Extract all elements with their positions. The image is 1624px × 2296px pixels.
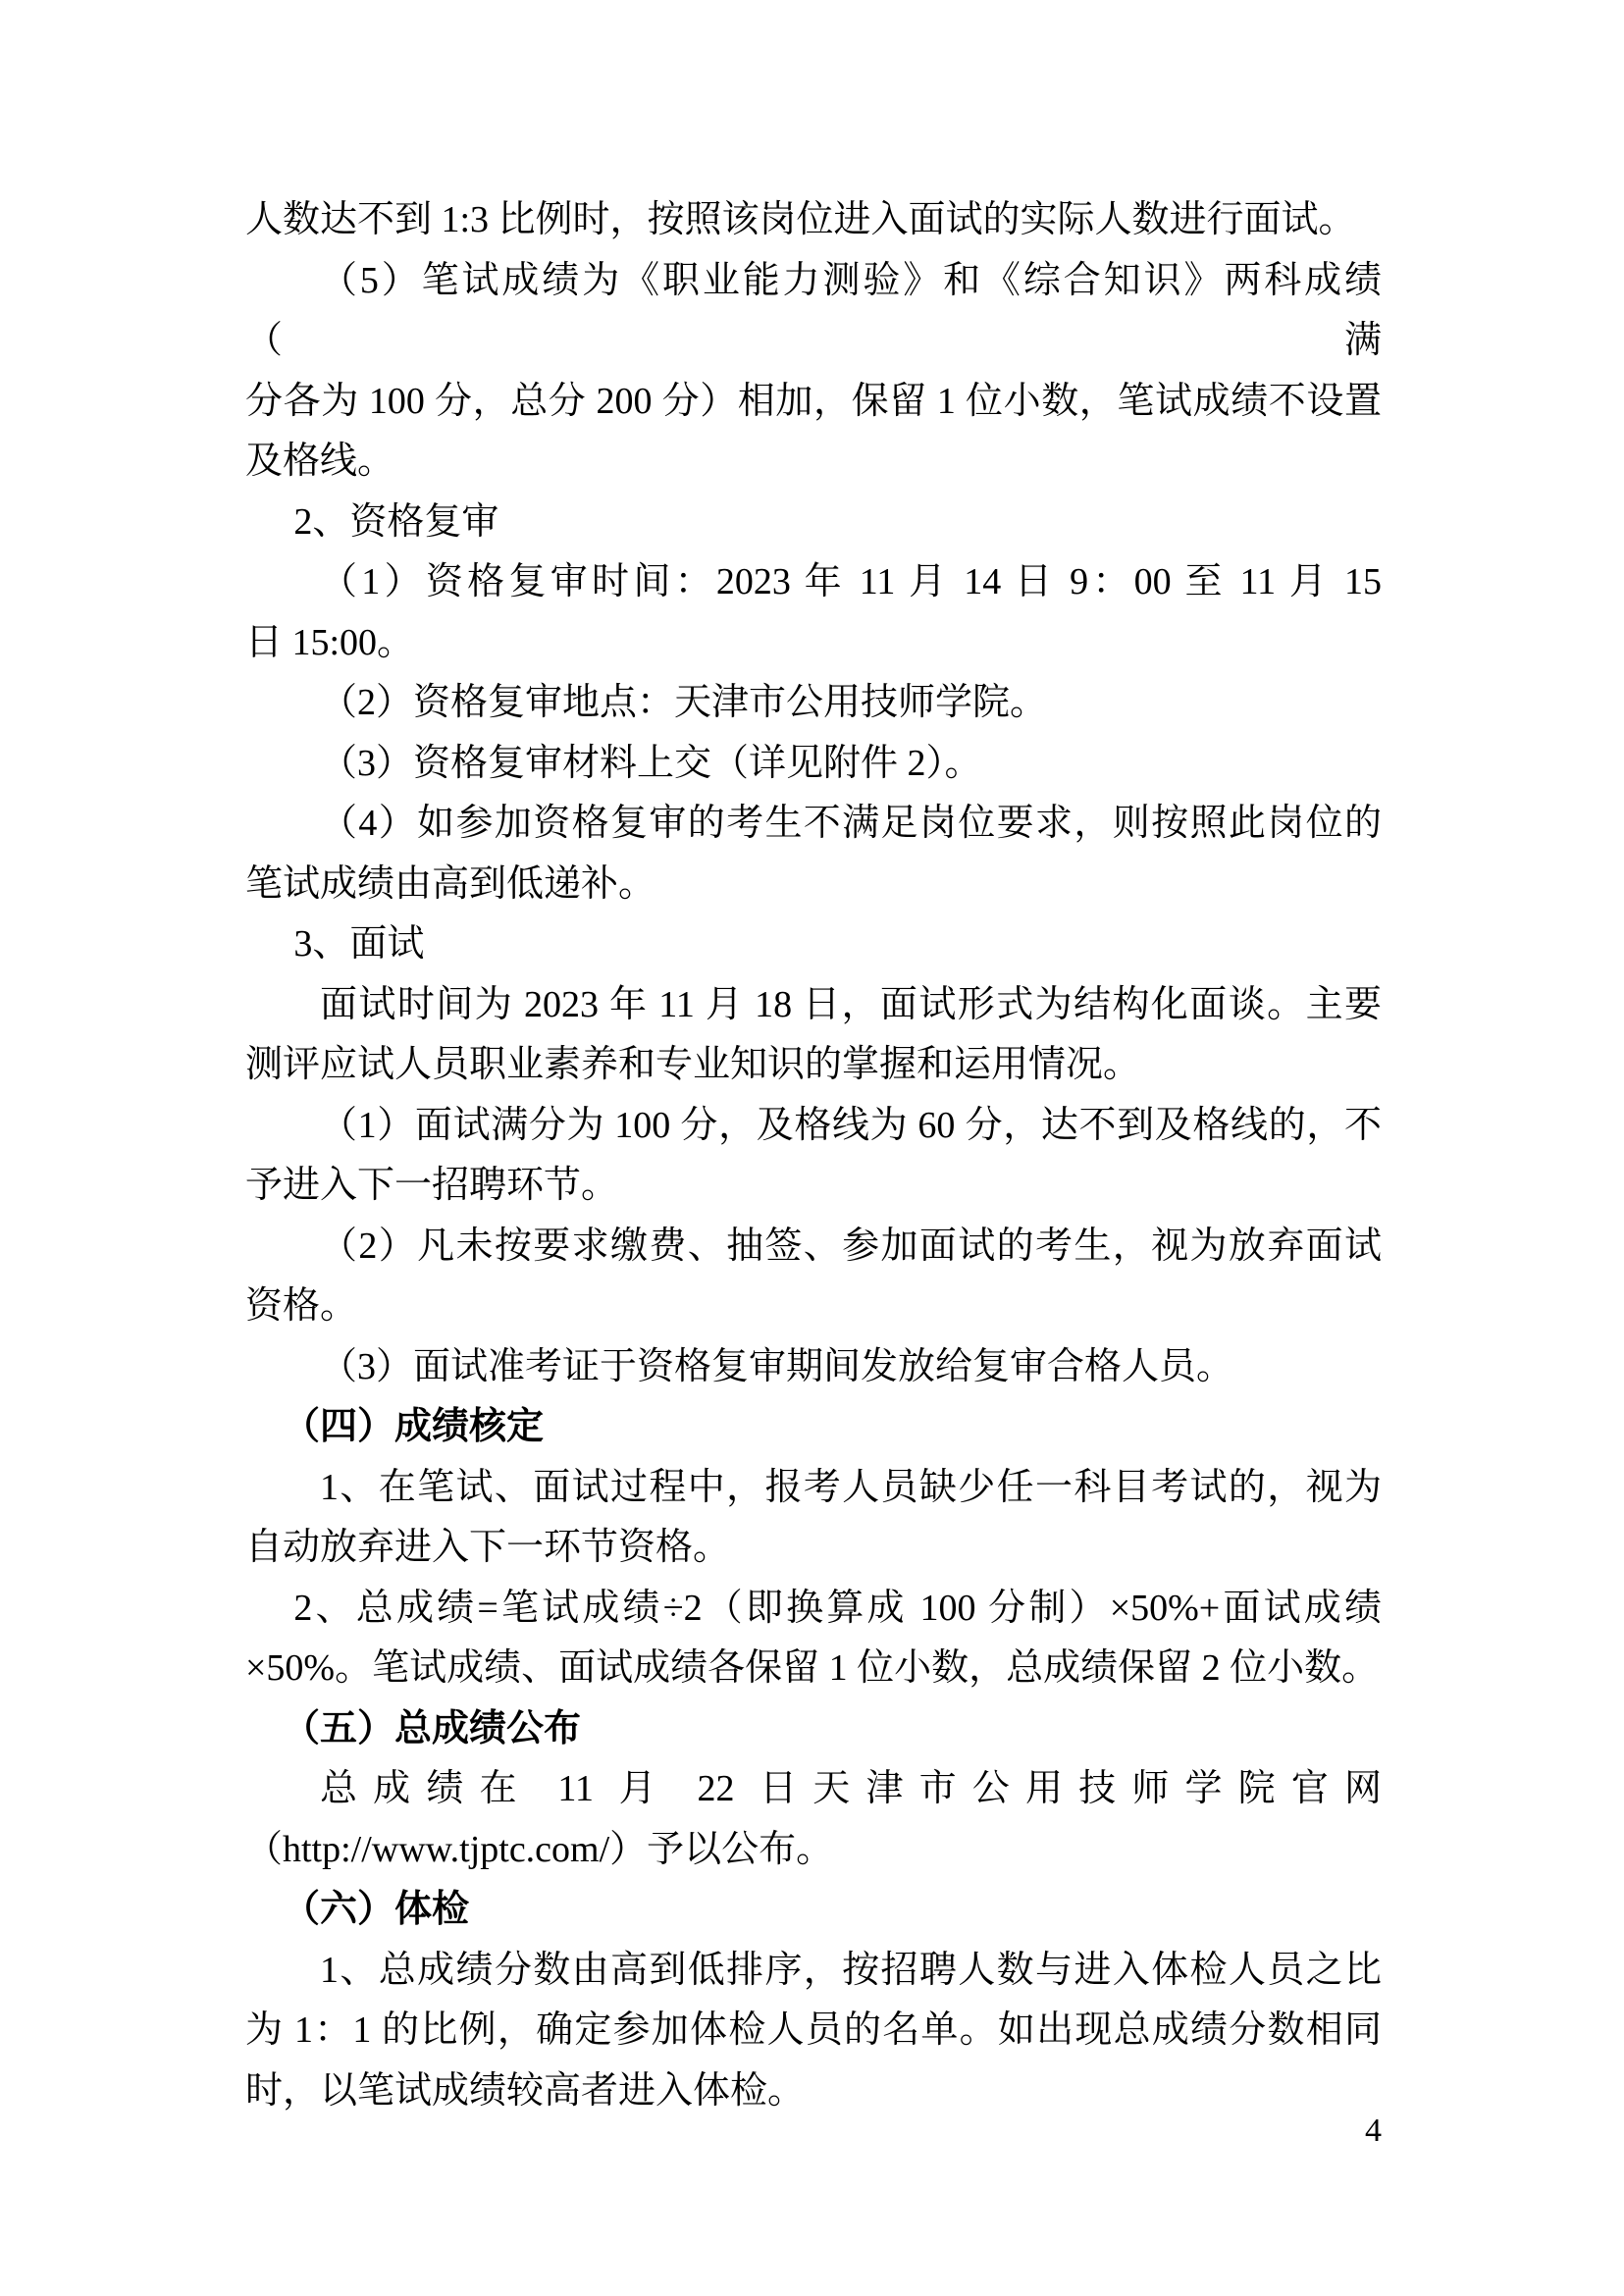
text-line: 资格。 xyxy=(245,1285,358,1327)
text-line: 为 1：1 的比例，确定参加体检人员的名单。如出现总成绩分数相同 xyxy=(245,2009,1382,2051)
text-line: ×50%。笔试成绩、面试成绩各保留 1 位小数，总成绩保留 2 位小数。 xyxy=(245,1647,1380,1689)
text-line: 1、总成绩分数由高到低排序，按招聘人数与进入体检人员之比 xyxy=(320,1949,1382,1991)
text-line: （1）资格复审时间：2023 年 11 月 14 日 9：00 至 11 月 15 xyxy=(320,561,1382,602)
page-number: 4 xyxy=(1365,2113,1382,2149)
section-heading: （六）体检 xyxy=(283,1889,470,1930)
text-line: 面试时间为 2023 年 11 月 18 日，面试形式为结构化面谈。主要 xyxy=(320,983,1382,1025)
list-item-label: 3、面试 xyxy=(293,923,425,965)
text-line: 1、在笔试、面试过程中，报考人员缺少任一科目考试的，视为 xyxy=(320,1466,1382,1508)
text-line: 总成绩在 11 月 22 日天津市公用技师学院官网 xyxy=(320,1768,1382,1809)
text-line: （2）凡未按要求缴费、抽签、参加面试的考生，视为放弃面试 xyxy=(320,1225,1382,1267)
text-line: 2、总成绩=笔试成绩÷2（即换算成 100 分制）×50%+面试成绩 xyxy=(293,1587,1382,1629)
text-line: （2）资格复审地点：天津市公用技师学院。 xyxy=(320,682,1048,723)
document-body xyxy=(245,190,1382,2121)
section-heading: （五）总成绩公布 xyxy=(283,1707,582,1749)
text-line: 予进入下一招聘环节。 xyxy=(245,1165,619,1206)
text-line: （3）资格复审材料上交（详见附件 2）。 xyxy=(320,742,982,784)
text-line: 日 15:00。 xyxy=(245,621,415,663)
text-line: 时，以笔试成绩较高者进入体检。 xyxy=(245,2069,806,2112)
text-line: 测评应试人员职业素养和专业知识的掌握和运用情况。 xyxy=(245,1044,1141,1085)
text-line: 笔试成绩由高到低递补。 xyxy=(245,862,656,905)
text-line: 及格线。 xyxy=(245,441,395,482)
text-line: 人数达不到 1:3 比例时，按照该岗位进入面试的实际人数进行面试。 xyxy=(245,199,1356,240)
section-heading: （四）成绩核定 xyxy=(283,1406,545,1447)
text-line: 分各为 100 分，总分 200 分）相加，保留 1 位小数，笔试成绩不设置 xyxy=(245,380,1382,422)
text-line: 自动放弃进入下一环节资格。 xyxy=(245,1527,731,1568)
text-line: （4）如参加资格复审的考生不满足岗位要求，则按照此岗位的 xyxy=(320,803,1382,844)
text-line: （1）面试满分为 100 分，及格线为 60 分，达不到及格线的，不 xyxy=(320,1104,1382,1146)
list-item-label: 2、资格复审 xyxy=(293,500,499,543)
text-line: （3）面试准考证于资格复审期间发放给复审合格人员。 xyxy=(320,1345,1234,1387)
text-line: （5）笔试成绩为《职业能力测验》和《综合知识》两科成绩（满 xyxy=(245,259,1382,361)
text-line: （http://www.tjptc.com/）予以公布。 xyxy=(245,1828,834,1870)
